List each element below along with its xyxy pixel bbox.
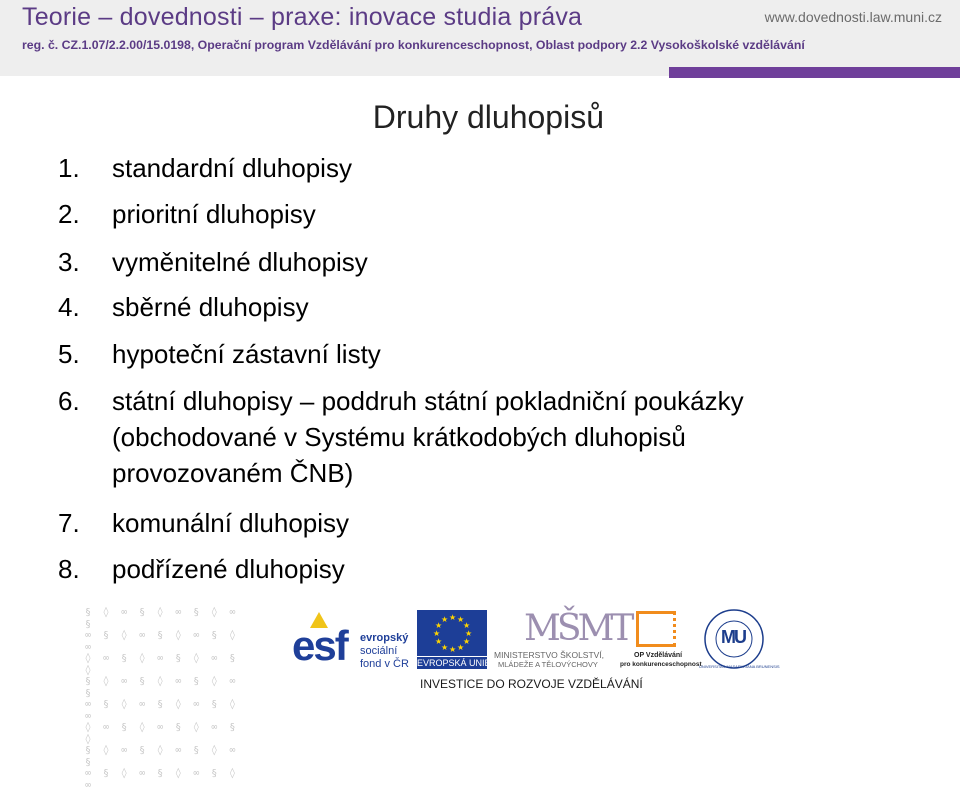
slide-title: Druhy dluhopisů [372,99,604,135]
decorative-pattern: § ◊ ∞ § ◊ ∞ § ◊ ∞ § ∞ § ◊ ∞ § ◊ ∞ § ◊ ∞ ◊ ∞ § ◊ ∞ § ◊ ∞ § ◊ § ◊ ∞ § ◊ ∞ § ◊ ∞ § ∞ § ◊ ∞ § ◊ ∞ § ◊ ∞ ◊ ∞ § ◊ ∞ § ◊ ∞ § ◊ § ◊ ∞ § ◊ ∞ § ◊ ∞ § ∞ § ◊ ∞ § ◊ ∞ § ◊ ∞ [85,607,239,791]
svg-text:★: ★ [457,643,465,652]
eu-label: EVROPSKÁ UNIE [417,658,491,668]
list-number: 3. [58,247,80,277]
op-label: pro konkurenceschopnost [620,661,702,668]
list-text [112,289,892,325]
msmt-label: MINISTERSTVO ŠKOLSTVÍ, [494,650,605,660]
muni-seal [699,608,780,670]
list-number: 1. [58,153,80,183]
svg-text:★: ★ [449,645,457,654]
list-text [112,196,892,232]
svg-text:★: ★ [441,643,449,652]
project-registration: reg. č. CZ.1.07/2.2.00/15.0198, Operační program Vzdělávání pro konkurenceschopnost, Oblast podpory 2.2 Vysokoškolské vzdělávání [22,38,805,52]
esf-label: evropský [360,632,409,644]
eu-flag [417,610,487,656]
esf-label: sociální [360,645,398,657]
msmt-mark: MŠMT [524,608,631,649]
svg-text:★: ★ [463,621,471,630]
list-number: 8. [58,554,80,584]
list-line: komunální dluhopisy [112,508,350,538]
op-logo [620,608,700,668]
list-line: provozovaném ČNB) [112,458,354,488]
list-line: (obchodované v Systému krátkodobých dluhopisů [112,422,686,452]
muni-ring-text: UNIVERSITAS MASARYKIANA BRUNENSIS [699,664,780,669]
list-line: standardní dluhopisy [112,153,352,183]
svg-text:★: ★ [433,629,441,638]
svg-text:★: ★ [457,615,465,624]
svg-text:★: ★ [441,615,449,624]
list-number: 6. [58,386,80,416]
esf-logo [292,610,412,670]
svg-text:★: ★ [435,637,443,646]
investice-slogan: INVESTICE DO ROZVOJE VZDĚLÁVÁNÍ [420,677,643,691]
list-number: 4. [58,292,80,322]
list-number: 7. [58,508,80,538]
list-line: státní dluhopisy – poddruh státní pokladniční poukázky [112,386,744,416]
header-accent-bar [669,67,960,78]
list-number: 2. [58,199,80,229]
list-text [112,551,892,587]
op-frame-icon [636,611,676,647]
esf-wordmark: esf [292,622,347,669]
eu-logo [417,610,491,668]
list-line: podřízené dluhopisy [112,554,345,584]
list-text [112,244,892,280]
header-band [0,0,960,76]
list-line: prioritní dluhopisy [112,199,316,229]
svg-text:★: ★ [449,613,457,622]
list-text [112,383,892,491]
svg-text:★: ★ [435,621,443,630]
msmt-logo [494,608,631,669]
svg-text:★: ★ [465,629,473,638]
eu-stars-icon [417,610,487,656]
list-number: 5. [58,339,80,369]
muni-mark: MU [721,627,745,647]
project-url[interactable]: www.dovednosti.law.muni.cz [764,9,942,25]
list-text [112,150,892,186]
project-title: Teorie – dovednosti – praxe: inovace studia práva [22,3,583,31]
list-line: hypoteční zástavní listy [112,339,381,369]
list-text [112,505,892,541]
svg-text:★: ★ [463,637,471,646]
msmt-label: MLÁDEŽE A TĚLOVÝCHOVY [498,660,598,669]
list-line: sběrné dluhopisy [112,292,309,322]
esf-label: fond v ČR [360,658,409,670]
op-label: OP Vzdělávání [634,652,683,659]
list-line: vyměnitelné dluhopisy [112,247,368,277]
list-text [112,336,892,372]
